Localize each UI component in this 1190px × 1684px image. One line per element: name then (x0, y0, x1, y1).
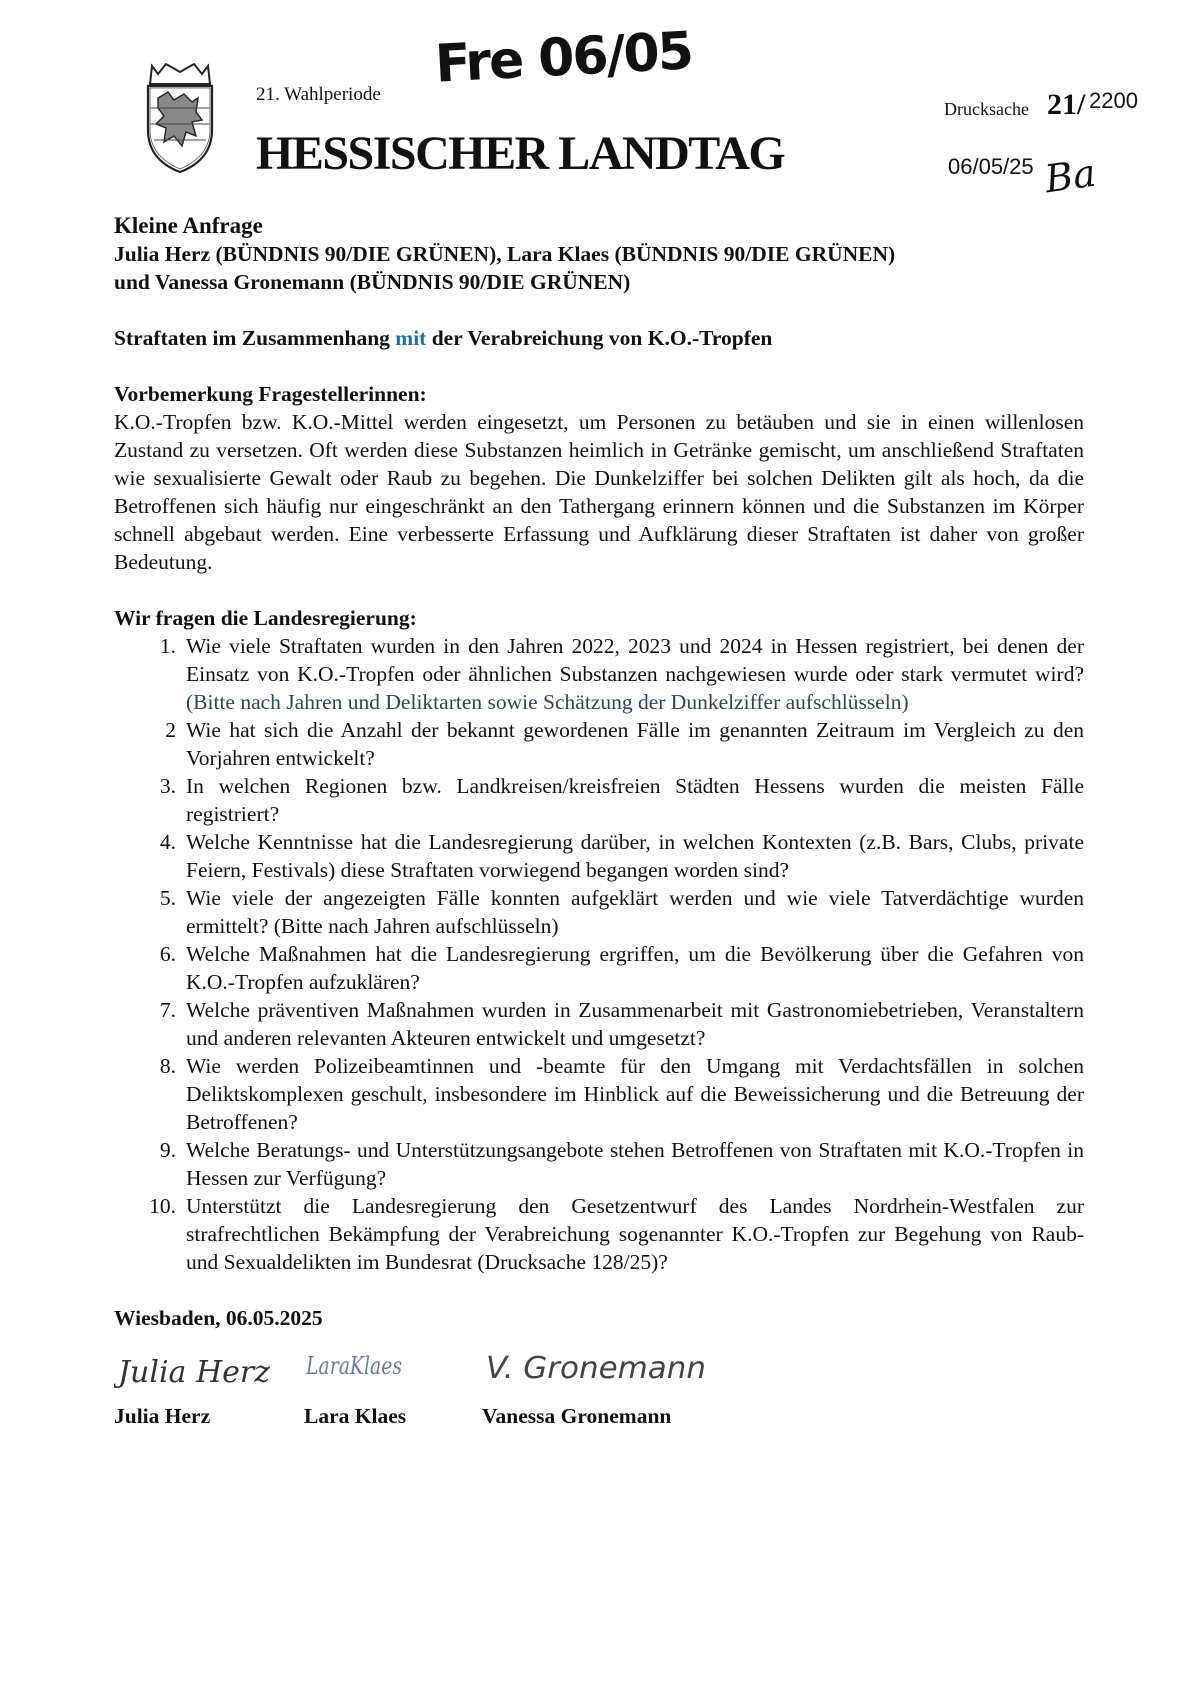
svg-text:Julia Herz: Julia Herz (118, 1355, 271, 1390)
signature-vanessa-gronemann (482, 1338, 722, 1402)
signatory-name: Vanessa Gronemann (482, 1404, 672, 1428)
question-item: 9. Welche Beratungs- und Unterstützungsangebote stehen Betroffenen von Straftaten mit K.O.-Tropfen in Hessen zur Verfügung? (159, 1138, 1084, 1190)
svg-text:LaraKlaes: LaraKlaes (305, 1352, 402, 1380)
title-highlight: mit (395, 326, 427, 350)
signatory-names (114, 1402, 1084, 1430)
stamp-date: 06/05/25 (948, 154, 1034, 179)
question-item: 5. Wie viele der angezeigten Fälle konnten aufgeklärt werden und wie viele Tatverdächtige wurden ermittelt? (Bitte nach Jahren aufschlüsseln) (159, 886, 1084, 938)
wahlperiode: 21. Wahlperiode (256, 84, 381, 105)
handwritten-date: Fre 06/05 (433, 21, 694, 95)
document-title: Straftaten im Zusammenhang mit der Verabreichung von K.O.-Tropfen (114, 326, 773, 350)
stamp-initials: Ba (1042, 150, 1099, 202)
document-body (114, 212, 1084, 1430)
question-item: 10. Unterstützt die Landesregierung den Gesetzentwurf des Landes Nordrhein-Westfalen zur strafrechtlichen Bekämpfung der Verabreichung sogenannter K.O.-Tropfen zur Begehung von Raub- und Sexualdelikten im Bundesrat (Drucksache 128/25)? (149, 1194, 1084, 1274)
preface-text: K.O.-Tropfen bzw. K.O.-Mittel werden eingesetzt, um Personen zu betäuben und sie in einen willenlosen Zustand zu versetzen. Oft werden diese Substanzen heimlich in Getränke gemischt, um anschließend Straftaten wie sexualisierte Gewalt oder Raub zu begehen. Die Dunkelziffer bei solchen Delikten gilt als hoch, da die Betroffenen sich häufig nur eingeschränkt an den Tathergang erinnern können und die Substanzen im Körper schnell abgebaut werden. Eine verbesserte Erfassung und Aufklärung dieser Straftaten ist daher von großer Bedeutung. (114, 410, 1084, 574)
question-item: 1. Wie viele Straftaten wurden in den Jahren 2022, 2023 und 2024 in Hessen registriert, bei denen der Einsatz von K.O.-Tropfen oder ähnlichen Substanzen nachgewiesen wurde oder stark vermutet wird? (Bitte nach Jahren und Deliktarten sowie Schätzung der Dunkelziffer aufschlüsseln) (159, 634, 1084, 714)
signatory-name: Lara Klaes (304, 1404, 407, 1428)
document-type: Kleine Anfrage (114, 213, 263, 238)
preface-heading: Vorbemerkung Fragestellerinnen: (114, 382, 427, 406)
questions-heading: Wir fragen die Landesregierung: (114, 606, 417, 630)
question-item: 2 Wie hat sich die Anzahl der bekannt gewordenen Fälle im genannten Zeitraum im Vergleich zu den Vorjahren entwickelt? (165, 718, 1084, 770)
hesse-coat-of-arms-logo (138, 62, 222, 174)
authors-line-2: und Vanessa Gronemann (BÜNDNIS 90/DIE GRÜNEN) (114, 270, 631, 294)
question-item: 8. Wie werden Polizeibeamtinnen und -beamte für den Umgang mit Verdachtsfällen in solchen Deliktskomplexen geschult, insbesondere im Hinblick auf die Beweissicherung und die Betreuung der Betroffenen? (159, 1054, 1084, 1134)
svg-text:V. Gronemann: V. Gronemann (486, 1351, 706, 1386)
drucksache-number: 21/ (1047, 88, 1086, 121)
drucksache-suffix: 2200 (1089, 88, 1138, 113)
drucksache-label: Drucksache (944, 99, 1029, 119)
signature-julia-herz (114, 1338, 304, 1402)
authors-line-1: Julia Herz (BÜNDNIS 90/DIE GRÜNEN), Lara Klaes (BÜNDNIS 90/DIE GRÜNEN) (114, 242, 896, 266)
question-item: 6. Welche Maßnahmen hat die Landesregierung ergriffen, um die Bevölkerung über die Gefahren von K.O.-Tropfen aufzuklären? (159, 942, 1084, 994)
place-date: Wiesbaden, 06.05.2025 (114, 1306, 323, 1330)
question-item: 7. Welche präventiven Maßnahmen wurden in Zusammenarbeit mit Gastronomiebetrieben, Veranstaltern und anderen relevanten Akteuren entwickelt und umgesetzt? (159, 998, 1084, 1050)
question-item: 4. Welche Kenntnisse hat die Landesregierung darüber, in welchen Kontexten (z.B. Bars, Clubs, private Feiern, Festivals) diese Straftaten vorwiegend begangen worden sind? (159, 830, 1084, 882)
parliament-name: HESSISCHER LANDTAG (256, 127, 785, 180)
signatory-name: Julia Herz (114, 1404, 211, 1428)
questions-list (114, 632, 1084, 1276)
signature-lara-klaes (304, 1338, 482, 1402)
signatures (114, 1338, 1084, 1402)
question-item: 3. In welchen Regionen bzw. Landkreisen/kreisfreien Städten Hessens wurden die meisten Fälle registriert? (159, 774, 1084, 826)
